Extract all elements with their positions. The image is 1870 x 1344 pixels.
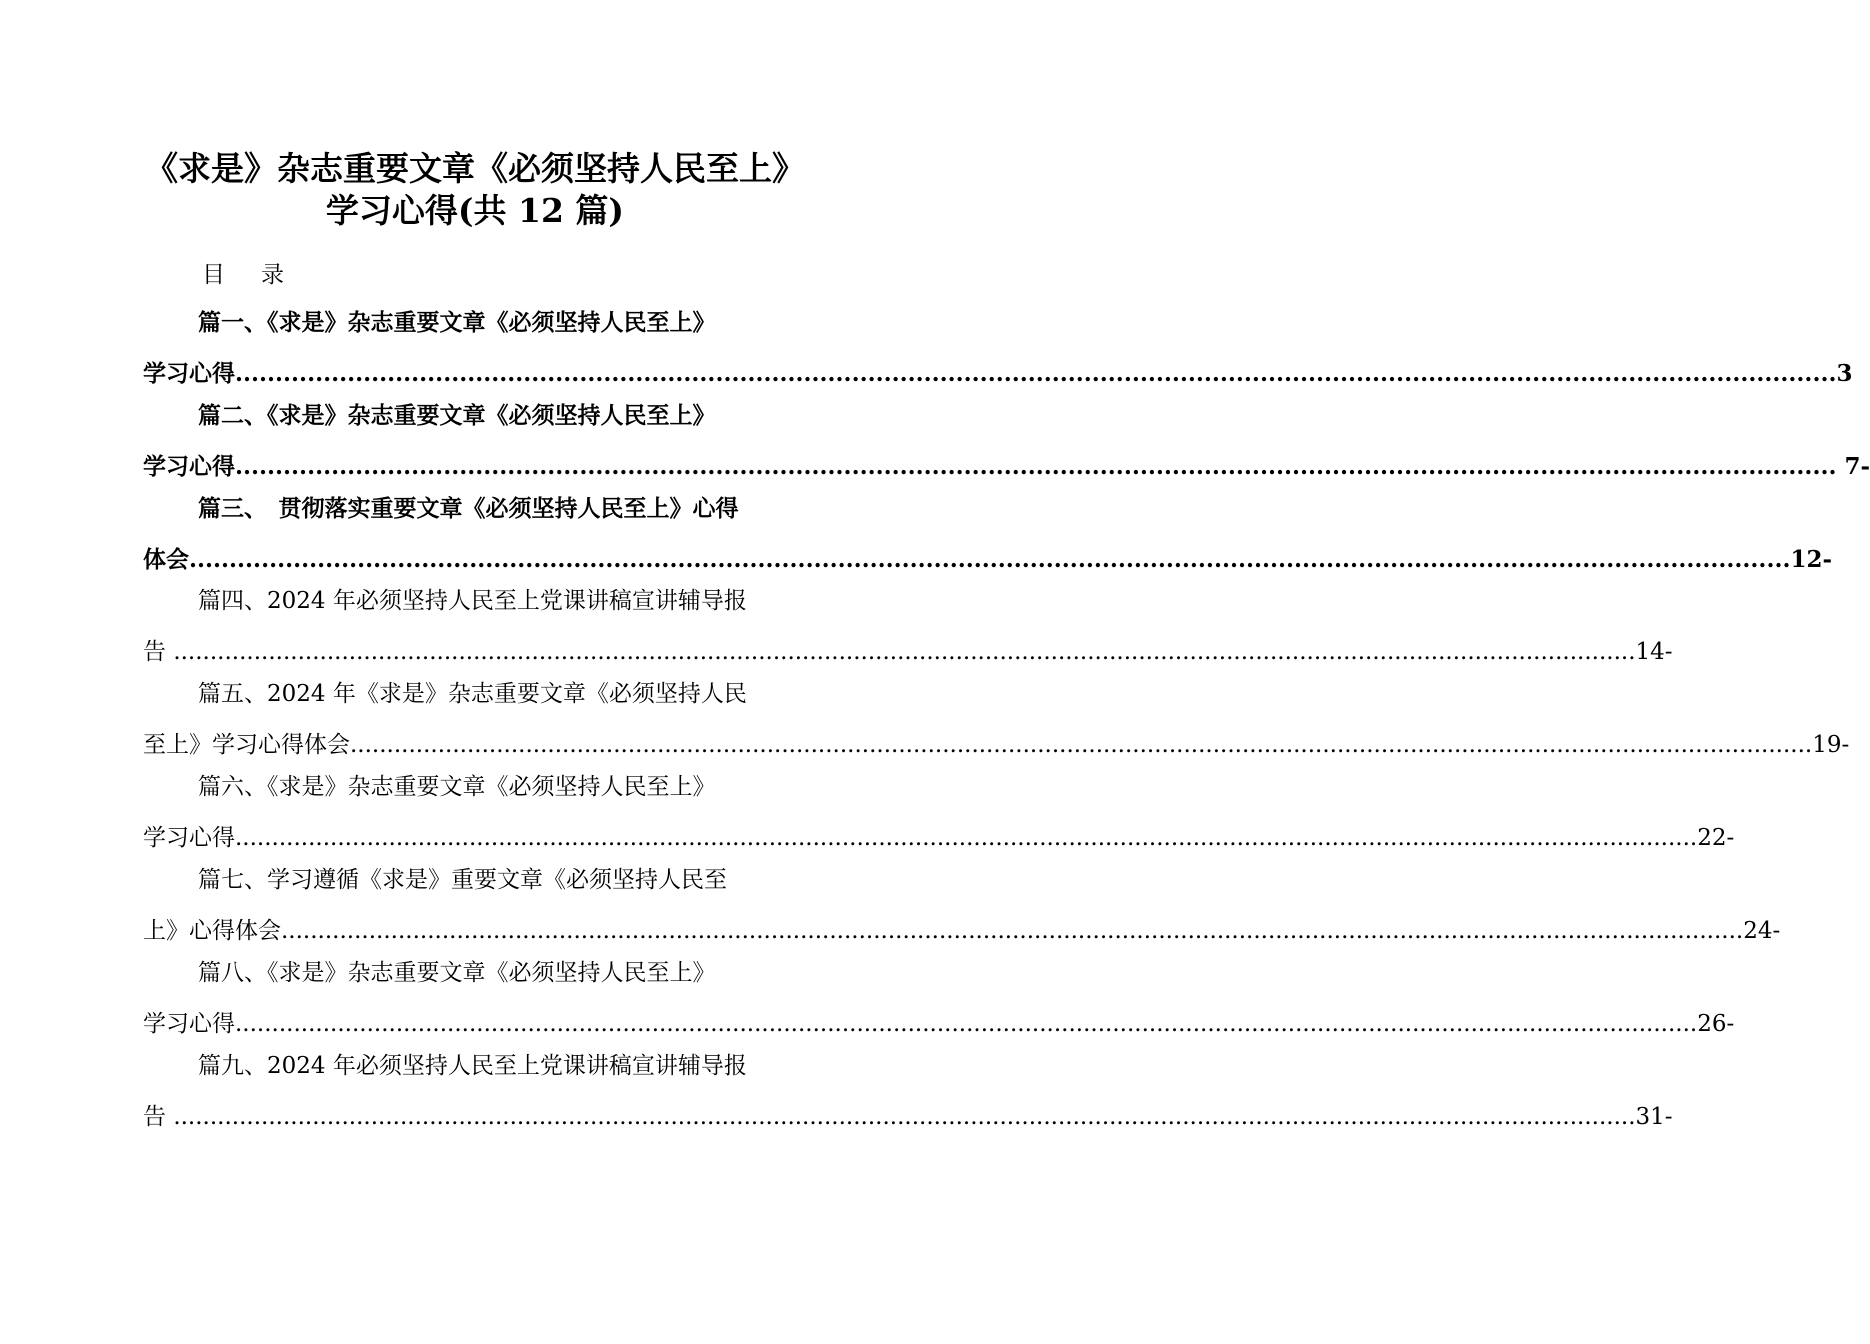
toc-entry-title: 篇九、2024 年必须坚持人民至上党课讲稿宣讲辅导报 xyxy=(198,1053,747,1079)
toc-leader-dots: ........................................................................................................................................................................................................ xyxy=(173,639,1636,665)
toc-leader-dots: ........................................................................................................................................................................................................ xyxy=(235,1011,1698,1037)
toc-heading-char-1: 目 xyxy=(202,262,225,288)
toc-entry-label: 上》心得体会 xyxy=(143,918,281,944)
toc-entry-title: 篇一、《求是》杂志重要文章《必须坚持人民至上》 xyxy=(198,309,716,336)
toc-entry-continuation[interactable] xyxy=(143,732,1850,758)
toc-heading-char-2: 录 xyxy=(261,262,284,288)
toc-entry-continuation[interactable] xyxy=(143,1104,1673,1130)
toc-entry-continuation[interactable] xyxy=(143,825,1735,851)
toc-entry-continuation[interactable] xyxy=(143,453,1870,480)
toc-leader-dots: ........................................................................................................................................................................................................ xyxy=(350,732,1813,758)
toc-entry-title: 篇七、学习遵循《求是》重要文章《必须坚持人民至 xyxy=(198,867,727,893)
toc-entry-label: 体会 xyxy=(143,546,189,573)
toc-entry-label: 学习心得 xyxy=(143,453,235,480)
toc-page-number: 24- xyxy=(1743,918,1781,944)
toc-page-number: 12- xyxy=(1790,546,1833,573)
toc-heading xyxy=(202,264,284,287)
toc-entry-label: 告 xyxy=(143,639,174,665)
toc-entry-label: 至上》学习心得体会 xyxy=(143,732,350,758)
document-title-line-1: 《求是》杂志重要文章《必须坚持人民至上》 xyxy=(145,149,805,188)
toc-leader-dots: ........................................................................................................................................................................................................ xyxy=(173,1104,1636,1130)
toc-entry-title: 篇五、2024 年《求是》杂志重要文章《必须坚持人民 xyxy=(198,681,747,707)
toc-page-number: 26- xyxy=(1697,1011,1735,1037)
toc-entry-title: 篇八、《求是》杂志重要文章《必须坚持人民至上》 xyxy=(198,960,716,986)
toc-entry-label: 学习心得 xyxy=(143,825,235,851)
toc-entry-continuation[interactable] xyxy=(143,546,1833,573)
toc-leader-dots: ........................................................................................................................................................................................................ xyxy=(235,360,1837,387)
toc-entry-continuation[interactable] xyxy=(143,918,1781,944)
toc-entry-title: 篇四、2024 年必须坚持人民至上党课讲稿宣讲辅导报 xyxy=(198,588,747,614)
toc-entry-title: 篇六、《求是》杂志重要文章《必须坚持人民至上》 xyxy=(198,774,716,800)
toc-entry-label: 告 xyxy=(143,1104,174,1130)
toc-entry-label: 学习心得 xyxy=(143,1011,235,1037)
toc-entry-title: 篇三、 贯彻落实重要文章《必须坚持人民至上》心得 xyxy=(198,495,739,522)
toc-leader-dots: ........................................................................................................................................................................................................ xyxy=(189,546,1791,573)
document-title-line-2: 学习心得(共 12 篇) xyxy=(325,191,625,230)
toc-page-number: 31- xyxy=(1635,1104,1673,1130)
toc-entry-label: 学习心得 xyxy=(143,360,235,387)
toc-entry-title: 篇二、《求是》杂志重要文章《必须坚持人民至上》 xyxy=(198,402,716,429)
toc-entry-continuation[interactable] xyxy=(143,639,1673,665)
toc-leader-dots: ........................................................................................................................................................................................................ xyxy=(235,825,1698,851)
toc-entry-continuation[interactable] xyxy=(143,1011,1735,1037)
toc-page-number: 3 xyxy=(1836,360,1853,387)
toc-page-number: 22- xyxy=(1697,825,1735,851)
toc-page-number: 14- xyxy=(1635,639,1673,665)
toc-entry-continuation[interactable] xyxy=(143,360,1853,387)
toc-leader-dots: ........................................................................................................................................................................................................ xyxy=(235,453,1837,480)
toc-leader-dots: ........................................................................................................................................................................................................ xyxy=(281,918,1744,944)
toc-page-number: 7- xyxy=(1836,453,1870,480)
toc-page-number: 19- xyxy=(1812,732,1850,758)
